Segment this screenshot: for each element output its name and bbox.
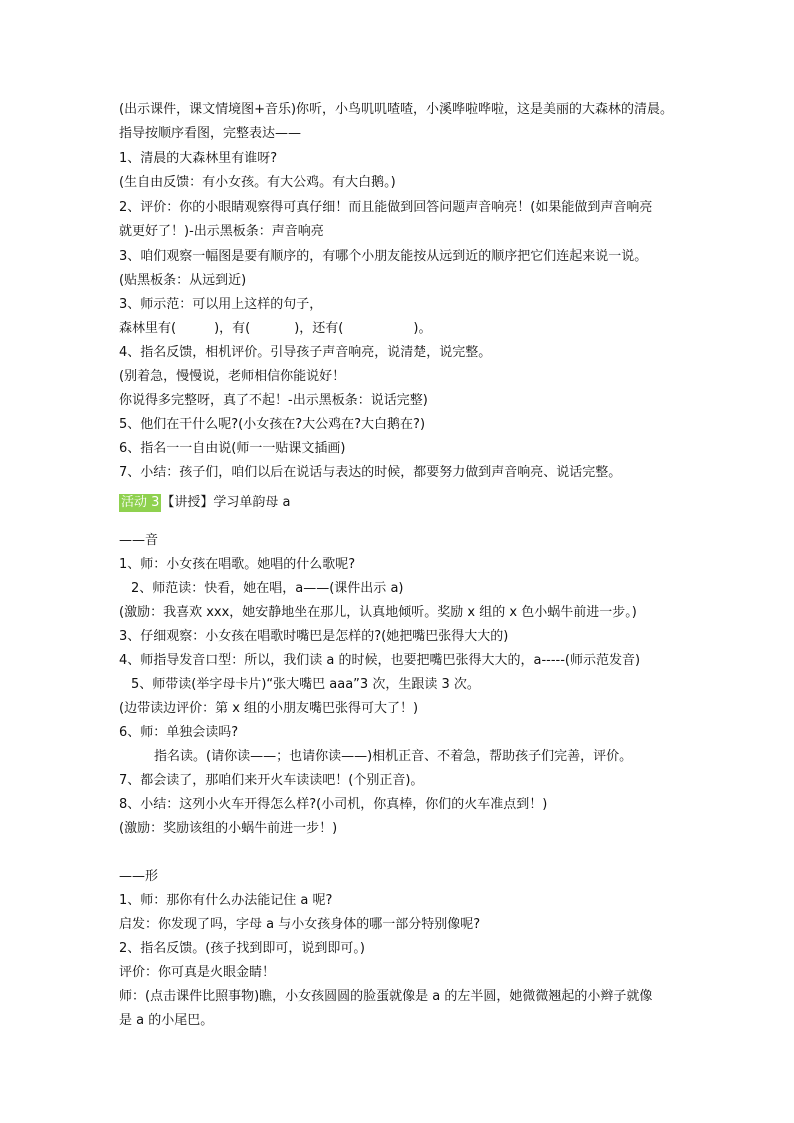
activity-heading: [119, 494, 291, 512]
sound-step-4: 4、师指导发音口型：所以，我们读 a 的时候，也要把嘴巴张得大大的，a-----(师示范发音): [119, 653, 641, 668]
shape-step-1-hint: 启发：你发现了吗，字母 a 与小女孩身体的哪一部分特别像呢?: [119, 917, 481, 932]
sound-step-2: 2、师范读：快看，她在唱，a——(课件出示 a): [131, 581, 404, 596]
intro-line-1: (出示课件，课文情境图+音乐)你听，小鸟叽叽喳喳，小溪哗啦哗啦，这是美丽的大森林的清晨。: [119, 102, 674, 117]
sound-step-6: 6、师：单独会读吗?: [119, 725, 239, 740]
question-3-note: (贴黑板条：从远到近): [119, 273, 247, 288]
fill-in-sentence: [119, 320, 431, 338]
fill-part-4: )。: [413, 321, 432, 336]
sound-step-5: 5、师带读(举字母卡片)“张大嘴巴 aaa”3 次，生跟读 3 次。: [131, 677, 480, 692]
shape-step-3: 师：(点击课件比照事物)瞧，小女孩圆圆的脸蛋就像是 a 的左半圆，她微微翘起的小辫子就像: [119, 989, 653, 1004]
sound-step-3: 3、仔细观察：小女孩在唱歌时嘴巴是怎样的?(她把嘴巴张得大大的): [119, 629, 509, 644]
question-4-note-2: 你说得多完整呀，真了不起！-出示黑板条：说话完整): [119, 393, 428, 408]
sound-step-7: 7、都会读了，那咱们来开火车读读吧！(个别正音)。: [119, 773, 424, 788]
summary-7: 7、小结：孩子们，咱们以后在说话与表达的时候，都要努力做到声音响亮、说话完整。: [119, 465, 622, 480]
sound-step-2-note: (激励：我喜欢 xxx，她安静地坐在那儿，认真地倾听。奖励 x 组的 x 色小蜗牛前进一步。): [119, 605, 637, 620]
fill-part-2: )，有(: [214, 321, 251, 336]
sound-step-8-note: (激励：奖励该组的小蜗牛前进一步！): [119, 821, 338, 836]
sound-step-8: 8、小结：这列小火车开得怎么样?(小司机，你真棒，你们的火车准点到！): [119, 797, 548, 812]
sound-step-5-note: (边带读边评价：第 x 组的小朋友嘴巴张得可大了！): [119, 701, 419, 716]
question-1: 1、清晨的大森林里有谁呀?: [119, 151, 278, 166]
fill-part-3: )，还有(: [294, 321, 344, 336]
question-4-note: (别着急，慢慢说，老师相信你能说好！: [119, 369, 346, 384]
question-5: 5、他们在干什么呢?(小女孩在?大公鸡在?大白鹅在?): [119, 417, 426, 432]
section-shape: ——形: [119, 869, 159, 884]
activity-title: 【讲授】学习单韵母 a: [161, 495, 291, 510]
activity-badge: 活动 3: [121, 495, 160, 510]
sound-step-1: 1、师：小女孩在唱歌。她唱的什么歌呢?: [119, 557, 356, 572]
fill-part-1: 森林里有(: [119, 321, 177, 336]
section-sound: ——音: [119, 533, 159, 548]
question-4: 4、指名反馈，相机评价。引导孩子声音响亮，说清楚，说完整。: [119, 345, 492, 360]
answer-1: (生自由反馈：有小女孩。有大公鸡。有大白鹅。): [119, 175, 396, 190]
question-3-demo: 3、师示范：可以用上这样的句子，: [119, 297, 323, 312]
shape-step-2-eval: 评价：你可真是火眼金睛！: [119, 965, 276, 980]
question-2-cont: 就更好了！)-出示黑板条：声音响亮: [119, 224, 324, 239]
shape-step-2: 2、指名反馈。(孩子找到即可，说到即可。): [119, 941, 365, 956]
shape-step-3-cont: 是 a 的小尾巴。: [119, 1013, 214, 1028]
intro-line-2: 指导按顺序看图，完整表达——: [119, 126, 302, 141]
question-6: 6、指名一一自由说(师一一贴课文插画): [119, 441, 346, 456]
sound-step-6-note: 指名读。(请你读——；也请你读——)相机正音、不着急，帮助孩子们完善，评价。: [154, 749, 633, 764]
question-3: 3、咱们观察一幅图是要有顺序的，有哪个小朋友能按从远到近的顺序把它们连起来说一说。: [119, 249, 648, 264]
shape-step-1: 1、师：那你有什么办法能记住 a 呢?: [119, 893, 333, 908]
question-2: 2、评价：你的小眼睛观察得可真仔细！而且能做到回答问题声音响亮！(如果能做到声音响亮: [119, 200, 653, 215]
